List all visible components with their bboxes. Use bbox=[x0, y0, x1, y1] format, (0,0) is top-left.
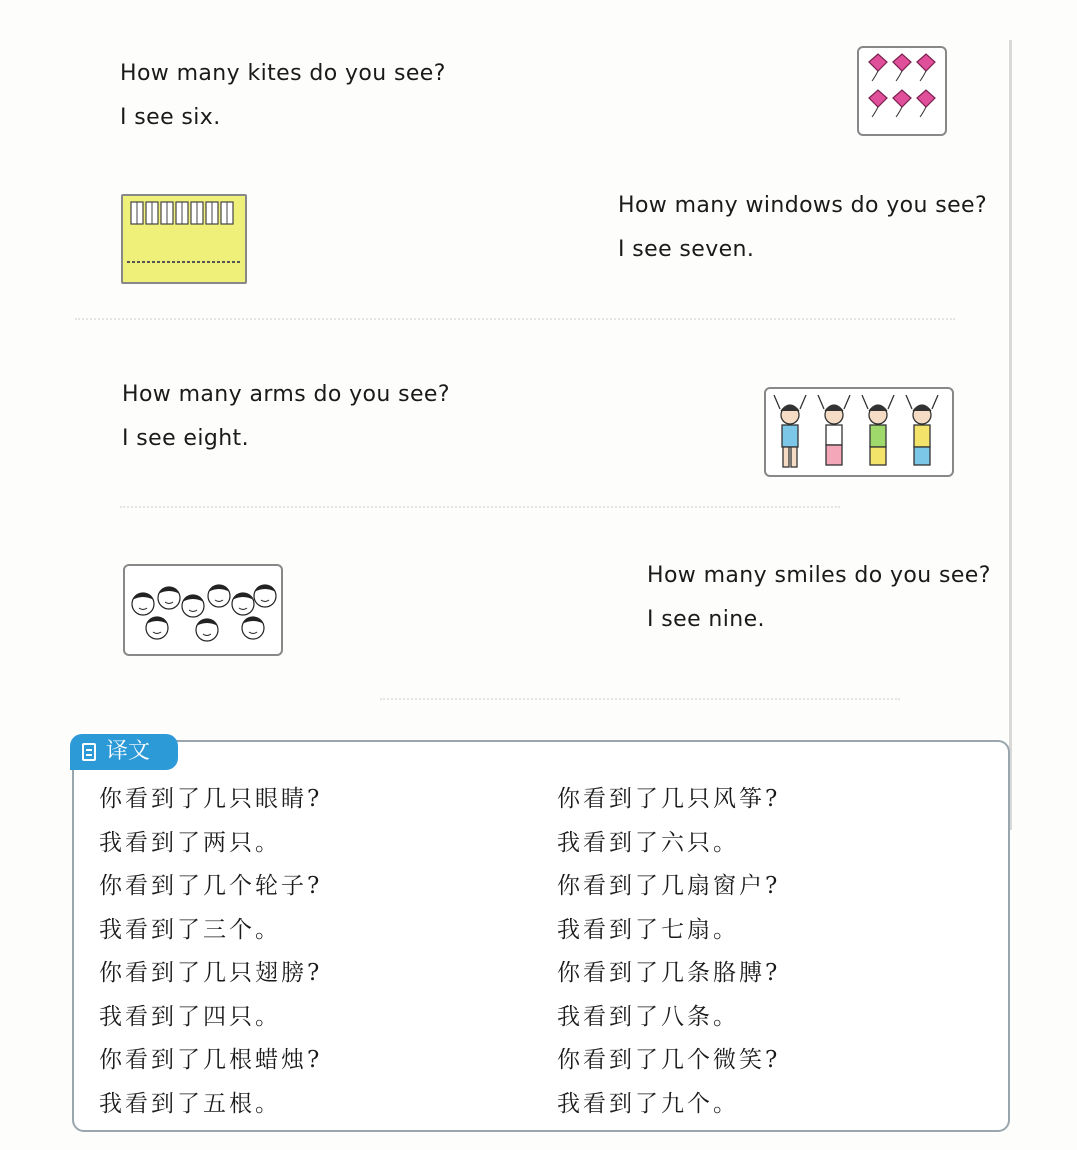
answer: I see nine. bbox=[647, 607, 765, 632]
translation-line: 我看到了六只。 bbox=[557, 829, 739, 856]
answer: I see seven. bbox=[618, 237, 755, 262]
answer: I see eight. bbox=[122, 426, 249, 451]
translation-line: 我看到了两只。 bbox=[99, 829, 281, 856]
kites-icon bbox=[857, 46, 947, 136]
translation-line: 你看到了几只风筝? bbox=[557, 786, 781, 812]
translation-right-column bbox=[557, 778, 780, 1126]
translation-line: 我看到了四只。 bbox=[99, 1003, 281, 1030]
translation-line: 我看到了九个。 bbox=[557, 1090, 739, 1117]
translation-line: 你看到了几个微笑? bbox=[557, 1047, 781, 1073]
divider bbox=[75, 318, 955, 322]
question: How many smiles do you see? bbox=[647, 563, 991, 588]
translation-tab bbox=[70, 734, 178, 770]
translation-line: 我看到了八条。 bbox=[557, 1003, 739, 1030]
exercise-kites bbox=[120, 52, 446, 140]
document-icon bbox=[82, 743, 96, 761]
translation-line: 你看到了几只翅膀? bbox=[99, 960, 323, 986]
children-arms-icon bbox=[764, 387, 954, 477]
divider bbox=[120, 506, 840, 510]
divider bbox=[380, 698, 900, 702]
question: How many kites do you see? bbox=[120, 61, 446, 86]
translation-line: 你看到了几个轮子? bbox=[99, 873, 323, 899]
exercise-smiles bbox=[647, 554, 991, 642]
translation-line: 你看到了几根蜡烛? bbox=[99, 1047, 323, 1073]
translation-line: 我看到了七扇。 bbox=[557, 916, 739, 943]
translation-tab-label: 译文 bbox=[106, 739, 151, 764]
question: How many arms do you see? bbox=[122, 382, 450, 407]
exercise-arms bbox=[122, 373, 450, 461]
translation-line: 你看到了几条胳膊? bbox=[557, 960, 781, 986]
page-edge-shadow bbox=[1009, 40, 1012, 830]
answer: I see six. bbox=[120, 105, 221, 130]
translation-line: 我看到了三个。 bbox=[99, 916, 281, 943]
question: How many windows do you see? bbox=[618, 193, 988, 218]
translation-line: 我看到了五根。 bbox=[99, 1090, 281, 1117]
children-smiles-icon bbox=[123, 564, 283, 656]
exercise-windows bbox=[618, 184, 987, 272]
translation-line: 你看到了几扇窗户? bbox=[557, 873, 781, 899]
translation-line: 你看到了几只眼睛? bbox=[99, 786, 323, 812]
building-windows-icon bbox=[121, 194, 247, 284]
translation-left-column bbox=[99, 778, 322, 1126]
